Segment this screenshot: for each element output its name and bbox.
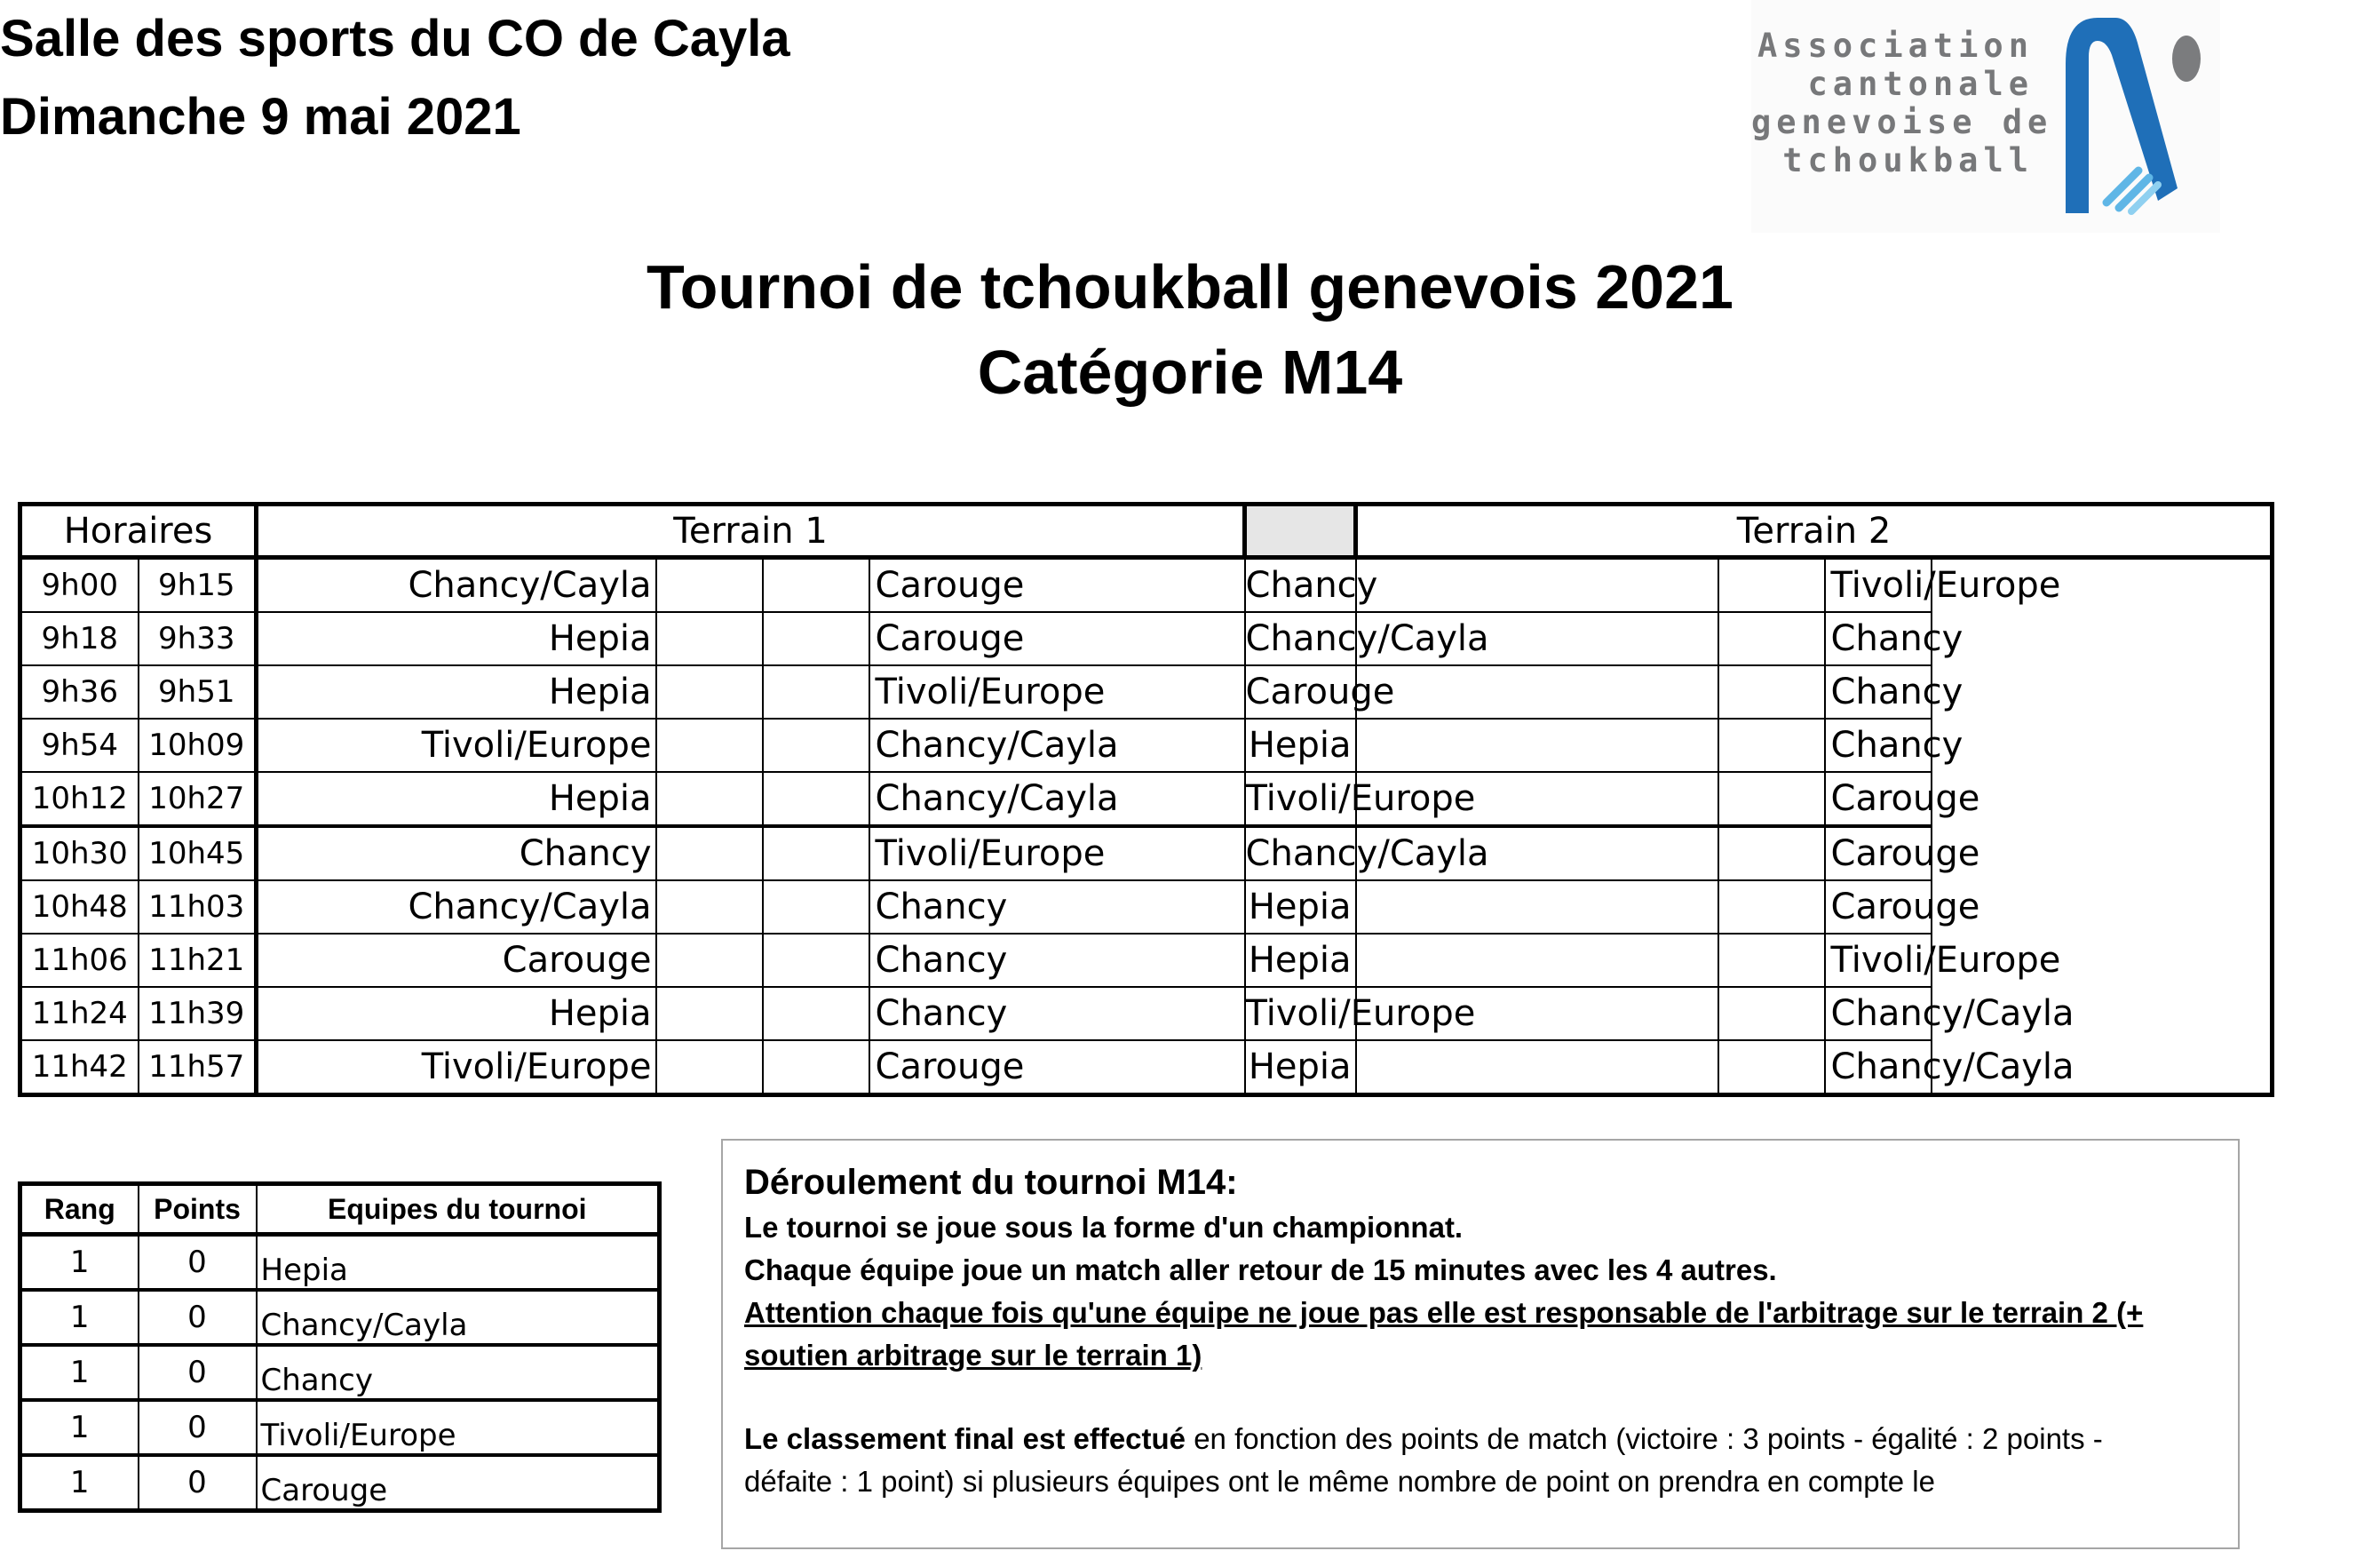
logo-line: cantonale xyxy=(1807,65,2034,103)
points-cell: 0 xyxy=(139,1345,257,1400)
points-cell: 0 xyxy=(139,1290,257,1345)
rules-ranking xyxy=(744,1418,2220,1460)
rules-line: défaite : 1 point) si plusieurs équipes ont le même nombre de point on prendra en compte le xyxy=(744,1465,1935,1498)
points-cell: 0 xyxy=(139,1400,257,1455)
end-time: 9h51 xyxy=(139,665,257,719)
start-time: 10h12 xyxy=(20,772,139,826)
tournament-title xyxy=(0,244,2380,415)
start-time: 10h30 xyxy=(20,826,139,880)
standings-row xyxy=(20,1235,660,1291)
standings-row xyxy=(20,1290,660,1345)
schedule-row xyxy=(20,719,2273,772)
court2-away-team: Chancy xyxy=(1825,719,1932,772)
court2-away-team: Carouge xyxy=(1825,880,1932,934)
standings-table xyxy=(18,1181,662,1513)
end-time: 10h27 xyxy=(139,772,257,826)
end-time: 9h33 xyxy=(139,612,257,665)
court1-score-home xyxy=(656,987,763,1040)
team-cell: Carouge xyxy=(257,1455,660,1511)
rules-line: Chaque équipe joue un match aller retour de 15 minutes avec les 4 autres. xyxy=(744,1253,1777,1286)
court2-score-home xyxy=(1356,880,1718,934)
court2-away-team: Chancy xyxy=(1825,665,1932,719)
rank-cell: 1 xyxy=(20,1345,139,1400)
court2-score-home xyxy=(1356,665,1718,719)
venue-name: Salle des sports du CO de Cayla xyxy=(0,10,790,68)
court1-away-team: Chancy/Cayla xyxy=(869,772,1245,826)
court2-score-away xyxy=(1718,826,1825,880)
court1-score-away xyxy=(763,612,869,665)
start-time: 9h54 xyxy=(20,719,139,772)
start-time: 11h24 xyxy=(20,987,139,1040)
schedule-table xyxy=(18,502,2274,1097)
rules-heading: Déroulement du tournoi M14: xyxy=(744,1163,1238,1202)
court2-home-team: Tivoli/Europe xyxy=(1245,772,1356,826)
court1-home-team: Tivoli/Europe xyxy=(257,719,656,772)
court1-away-team: Chancy xyxy=(869,934,1245,987)
court2-score-away xyxy=(1718,880,1825,934)
court1-home-team: Carouge xyxy=(257,934,656,987)
schedule-row xyxy=(20,826,2273,880)
points-cell: 0 xyxy=(139,1455,257,1511)
schedule-row xyxy=(20,987,2273,1040)
court2-home-team: Hepia xyxy=(1245,719,1356,772)
court1-away-team: Carouge xyxy=(869,1040,1245,1095)
court2-score-home xyxy=(1356,1040,1718,1095)
court1-away-team: Chancy/Cayla xyxy=(869,719,1245,772)
logo-line: genevoise de xyxy=(1751,103,2053,141)
court2-score-away xyxy=(1718,772,1825,826)
end-time: 11h39 xyxy=(139,987,257,1040)
court1-home-team: Hepia xyxy=(257,987,656,1040)
court2-home-team: Carouge xyxy=(1245,665,1356,719)
court2-score-away xyxy=(1718,987,1825,1040)
court1-away-team: Carouge xyxy=(869,558,1245,613)
court2-score-away xyxy=(1718,719,1825,772)
start-time: 11h42 xyxy=(20,1040,139,1095)
court1-home-team: Hepia xyxy=(257,665,656,719)
schedule-header-row xyxy=(20,505,2273,558)
venue-header xyxy=(0,0,790,156)
schedule-row xyxy=(20,880,2273,934)
rules-ranking-bold: Le classement final est effectué xyxy=(744,1422,1186,1455)
court1-score-away xyxy=(763,880,869,934)
rules-line: Le tournoi se joue sous la forme d'un championnat. xyxy=(744,1211,1464,1244)
court2-home-team: Chancy/Cayla xyxy=(1245,826,1356,880)
standings-header-row xyxy=(20,1184,660,1235)
court1-home-team: Chancy/Cayla xyxy=(257,880,656,934)
logo-line: tchoukball xyxy=(1782,141,2034,179)
court1-score-home xyxy=(656,558,763,613)
court1-away-team: Tivoli/Europe xyxy=(869,665,1245,719)
end-time: 9h15 xyxy=(139,558,257,613)
court1-home-team: Hepia xyxy=(257,612,656,665)
court1-score-home xyxy=(656,719,763,772)
points-cell: 0 xyxy=(139,1235,257,1291)
title-line-2: Catégorie M14 xyxy=(977,338,1403,407)
court2-home-team: Hepia xyxy=(1245,934,1356,987)
team-cell: Chancy/Cayla xyxy=(257,1290,660,1345)
court2-away-team: Chancy/Cayla xyxy=(1825,987,1932,1040)
court1-score-away xyxy=(763,826,869,880)
court2-home-team: Hepia xyxy=(1245,880,1356,934)
end-time: 10h09 xyxy=(139,719,257,772)
title-line-1: Tournoi de tchoukball genevois 2021 xyxy=(647,252,1733,322)
rules-warning: soutien arbitrage sur le terrain 1) xyxy=(744,1339,1202,1372)
rank-cell: 1 xyxy=(20,1290,139,1345)
court2-home-team: Chancy xyxy=(1245,558,1356,613)
court1-away-team: Chancy xyxy=(869,880,1245,934)
schedule-row xyxy=(20,558,2273,613)
court2-home-team: Tivoli/Europe xyxy=(1245,987,1356,1040)
event-date: Dimanche 9 mai 2021 xyxy=(0,88,521,146)
logo-text xyxy=(1751,27,2053,179)
court2-score-home xyxy=(1356,719,1718,772)
court1-home-team: Chancy xyxy=(257,826,656,880)
rules-warning: Attention chaque fois qu'une équipe ne joue pas elle est responsable de l'arbitrage sur le terrain 2 (+ xyxy=(744,1296,2144,1329)
court1-away-team: Tivoli/Europe xyxy=(869,826,1245,880)
team-cell: Hepia xyxy=(257,1235,660,1291)
court1-score-home xyxy=(656,826,763,880)
start-time: 9h00 xyxy=(20,558,139,613)
tournament-rules-box xyxy=(721,1139,2240,1549)
tchoukball-frame-icon xyxy=(2053,11,2213,224)
court2-score-away xyxy=(1718,665,1825,719)
court2-score-away xyxy=(1718,1040,1825,1095)
court1-score-home xyxy=(656,880,763,934)
standings-row xyxy=(20,1400,660,1455)
court1-away-team: Carouge xyxy=(869,612,1245,665)
court1-score-home xyxy=(656,665,763,719)
court2-away-team: Chancy xyxy=(1825,612,1932,665)
court2-score-away xyxy=(1718,612,1825,665)
court1-home-team: Tivoli/Europe xyxy=(257,1040,656,1095)
court2-score-home xyxy=(1356,558,1718,613)
court1-score-away xyxy=(763,934,869,987)
rules-ranking-text: en fonction des points de match (victoire : 3 points - égalité : 2 points - xyxy=(1186,1422,2103,1455)
court1-score-away xyxy=(763,665,869,719)
court2-away-team: Carouge xyxy=(1825,772,1932,826)
court1-score-away xyxy=(763,558,869,613)
standings-row xyxy=(20,1455,660,1511)
court2-away-team: Chancy/Cayla xyxy=(1825,1040,1932,1095)
header-points: Points xyxy=(139,1184,257,1235)
court1-score-home xyxy=(656,934,763,987)
court1-home-team: Hepia xyxy=(257,772,656,826)
header-court-1: Terrain 1 xyxy=(257,505,1245,558)
court1-score-away xyxy=(763,1040,869,1095)
court2-away-team: Carouge xyxy=(1825,826,1932,880)
team-cell: Tivoli/Europe xyxy=(257,1400,660,1455)
start-time: 9h18 xyxy=(20,612,139,665)
association-logo xyxy=(1751,0,2220,233)
schedule-row xyxy=(20,772,2273,826)
schedule-row xyxy=(20,934,2273,987)
schedule-row xyxy=(20,612,2273,665)
schedule-row xyxy=(20,1040,2273,1095)
court2-home-team: Chancy/Cayla xyxy=(1245,612,1356,665)
end-time: 11h03 xyxy=(139,880,257,934)
logo-line: Association xyxy=(1757,27,2034,65)
court1-score-away xyxy=(763,772,869,826)
header-rank: Rang xyxy=(20,1184,139,1235)
rank-cell: 1 xyxy=(20,1455,139,1511)
court2-home-team: Hepia xyxy=(1245,1040,1356,1095)
end-time: 11h21 xyxy=(139,934,257,987)
start-time: 10h48 xyxy=(20,880,139,934)
court1-home-team: Chancy/Cayla xyxy=(257,558,656,613)
court1-score-away xyxy=(763,719,869,772)
court2-away-team: Tivoli/Europe xyxy=(1825,558,1932,613)
rank-cell: 1 xyxy=(20,1400,139,1455)
rank-cell: 1 xyxy=(20,1235,139,1291)
court2-score-away xyxy=(1718,934,1825,987)
court2-score-home xyxy=(1356,934,1718,987)
end-time: 10h45 xyxy=(139,826,257,880)
header-court-2: Terrain 2 xyxy=(1356,505,2273,558)
court1-score-home xyxy=(656,612,763,665)
court-separator xyxy=(1245,505,1356,558)
start-time: 11h06 xyxy=(20,934,139,987)
court2-away-team: Tivoli/Europe xyxy=(1825,934,1932,987)
court1-away-team: Chancy xyxy=(869,987,1245,1040)
court1-score-home xyxy=(656,1040,763,1095)
standings-row xyxy=(20,1345,660,1400)
header-times: Horaires xyxy=(20,505,257,558)
end-time: 11h57 xyxy=(139,1040,257,1095)
team-cell: Chancy xyxy=(257,1345,660,1400)
start-time: 9h36 xyxy=(20,665,139,719)
header-teams: Equipes du tournoi xyxy=(257,1184,660,1235)
schedule-row xyxy=(20,665,2273,719)
court1-score-away xyxy=(763,987,869,1040)
court2-score-away xyxy=(1718,558,1825,613)
court1-score-home xyxy=(656,772,763,826)
